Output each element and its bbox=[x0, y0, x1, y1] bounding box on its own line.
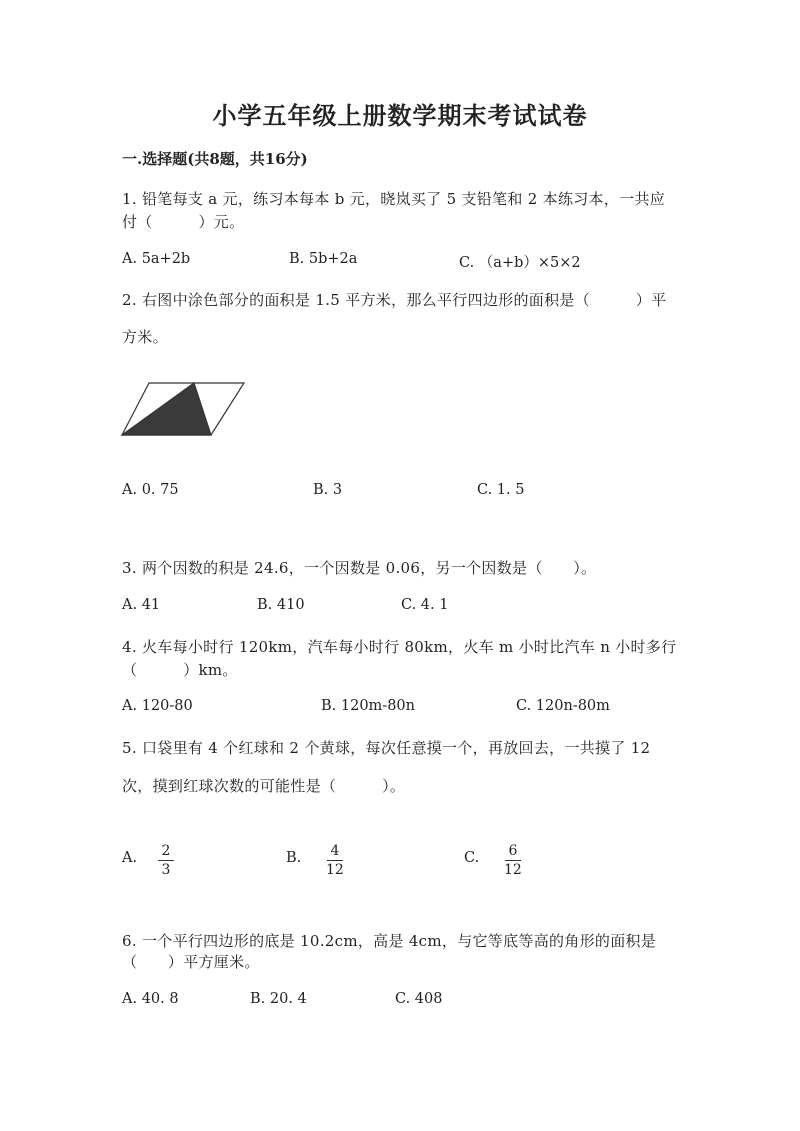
section-heading: 一.选择题(共8题，共16分) bbox=[122, 150, 308, 168]
fraction-b bbox=[326, 843, 344, 878]
question-2-option-a: A. 0. 75 bbox=[122, 482, 179, 498]
fraction-a-bar bbox=[158, 860, 174, 861]
question-6-option-c: C. 408 bbox=[395, 991, 443, 1007]
question-2-line-1: 2. 右图中涂色部分的面积是 1.5 平方米，那么平行四边形的面积是（ ）平 bbox=[122, 291, 667, 309]
question-1-option-b: B. 5b+2a bbox=[289, 251, 358, 267]
question-5-option-c: C. bbox=[464, 850, 480, 866]
question-6-option-a: A. 40. 8 bbox=[122, 991, 179, 1007]
question-4-option-b: B. 120m-80n bbox=[321, 698, 415, 714]
question-3-option-c: C. 4. 1 bbox=[401, 597, 449, 613]
fraction-c bbox=[504, 843, 522, 878]
fraction-a-denominator: 3 bbox=[161, 862, 171, 878]
question-2-line-2: 方米。 bbox=[122, 328, 168, 346]
question-4-option-c: C. 120n-80m bbox=[516, 698, 610, 714]
fraction-c-denominator: 12 bbox=[504, 862, 522, 878]
question-5-option-a: A. bbox=[122, 850, 138, 866]
question-4-option-a: A. 120-80 bbox=[122, 698, 193, 714]
question-3-option-b: B. 410 bbox=[257, 597, 305, 613]
question-6-line-2: （ ）平方厘米。 bbox=[122, 953, 260, 971]
question-6-option-b: B. 20. 4 bbox=[250, 991, 307, 1007]
question-4-line-1: 4. 火车每小时行 120km，汽车每小时行 80km，火车 m 小时比汽车 n 小时多行 bbox=[122, 638, 677, 656]
question-2-option-b: B. 3 bbox=[313, 482, 343, 498]
question-6-line-1: 6. 一个平行四边形的底是 10.2cm，高是 4cm，与它等底等高的角形的面积是 bbox=[122, 932, 657, 950]
question-5-line-2: 次，摸到红球次数的可能性是（ ）。 bbox=[122, 777, 406, 795]
question-5-option-b: B. bbox=[286, 850, 302, 866]
page-title: 小学五年级上册数学期末考试试卷 bbox=[212, 101, 588, 130]
fraction-b-numerator: 4 bbox=[330, 843, 340, 859]
fraction-c-numerator: 6 bbox=[508, 843, 518, 859]
parallelogram-figure bbox=[118, 378, 248, 440]
question-1-line-1: 1. 铅笔每支 a 元，练习本每本 b 元，晓岚买了 5 支铅笔和 2 本练习本，一共应 bbox=[122, 190, 666, 208]
question-2-option-c: C. 1. 5 bbox=[477, 482, 525, 498]
question-1-line-2: 付（ ）元。 bbox=[122, 213, 245, 231]
question-3-option-a: A. 41 bbox=[122, 597, 161, 613]
fraction-a-numerator: 2 bbox=[161, 843, 171, 859]
fraction-b-denominator: 12 bbox=[326, 862, 344, 878]
question-1-option-a: A. 5a+2b bbox=[122, 251, 191, 267]
fraction-a bbox=[158, 843, 174, 878]
fraction-b-bar bbox=[327, 860, 343, 861]
question-3-line-1: 3. 两个因数的积是 24.6，一个因数是 0.06，另一个因数是（ ）。 bbox=[122, 559, 597, 577]
question-5-line-1: 5. 口袋里有 4 个红球和 2 个黄球，每次任意摸一个，再放回去，一共摸了 12 bbox=[122, 739, 651, 757]
question-4-line-2: （ ）km。 bbox=[122, 661, 238, 679]
fraction-c-bar bbox=[505, 860, 521, 861]
question-1-option-c: C. （a+b）×5×2 bbox=[459, 255, 581, 271]
